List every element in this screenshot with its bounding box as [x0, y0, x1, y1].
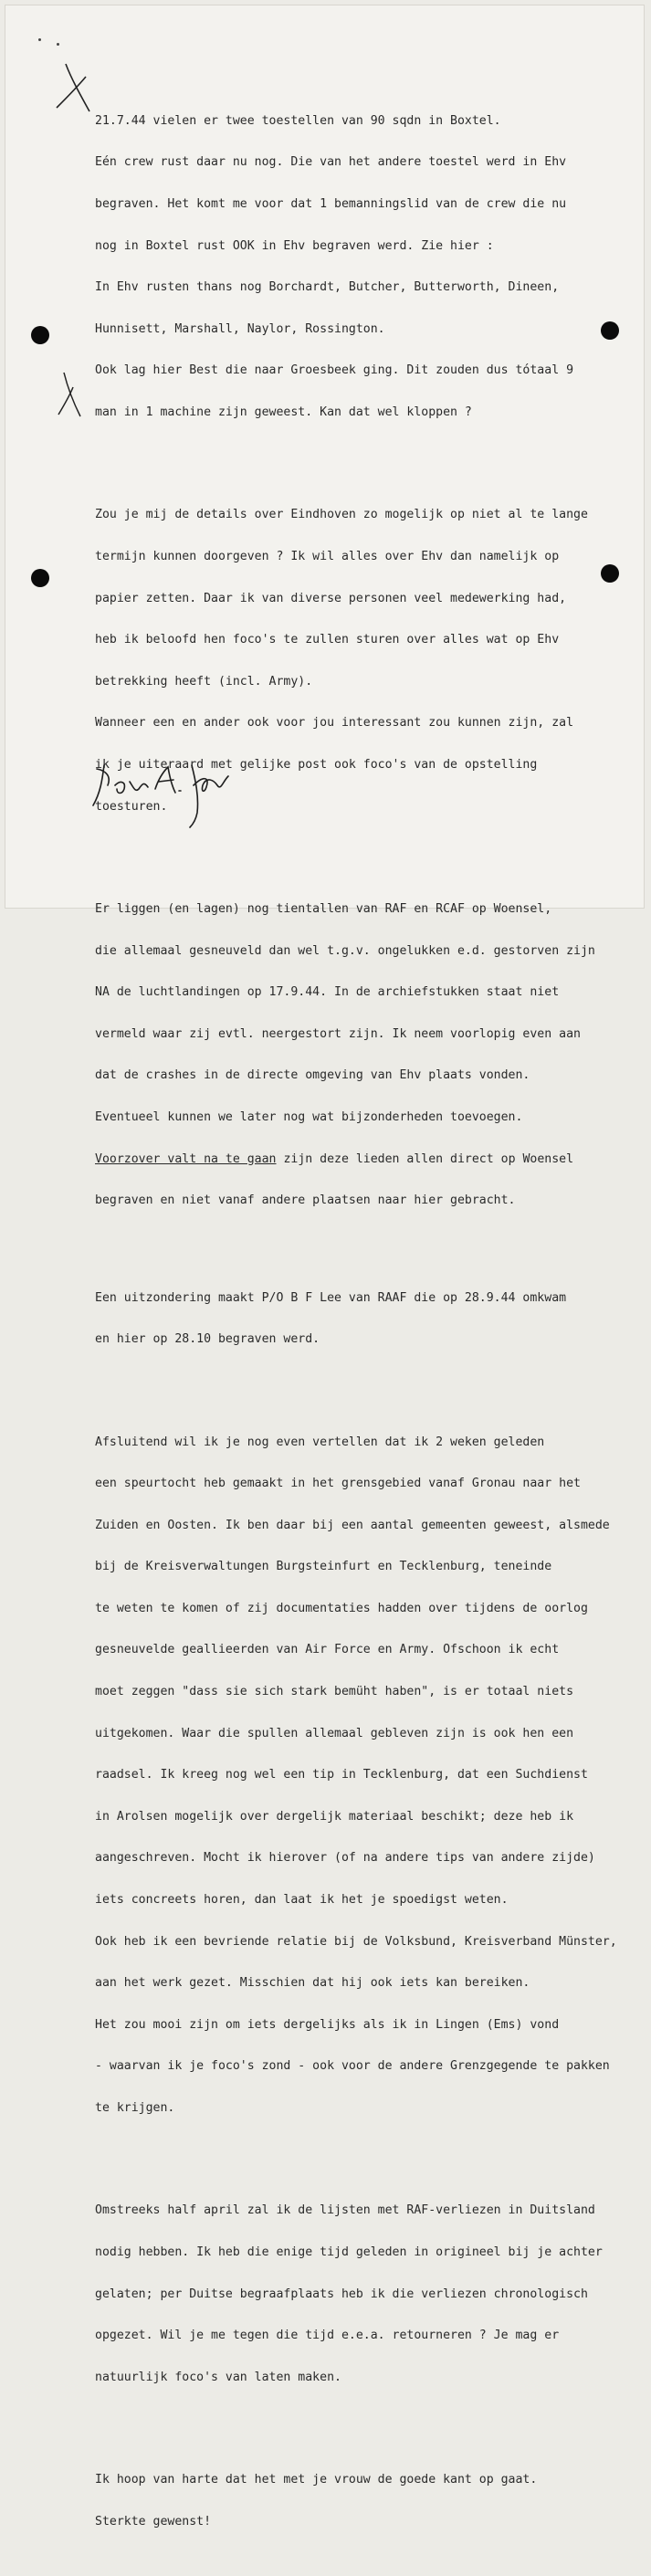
text-line: aangeschreven. Mocht ik hierover (of na andere tips van andere zijde) — [95, 1851, 595, 1866]
text-line: dat de crashes in de directe omgeving van Ehv plaats vonden. — [95, 1068, 530, 1083]
text-line: aan het werk gezet. Misschien dat hij ook iets kan bereiken. — [95, 1976, 530, 1991]
text-line: Ook lag hier Best die naar Groesbeek ging. Dit zouden dus tótaal 9 — [95, 363, 574, 378]
punch-hole-bottom-left — [31, 569, 49, 587]
text-line: papier zetten. Daar ik van diverse personen veel medewerking had, — [95, 591, 567, 605]
punch-hole-top-left — [31, 326, 49, 344]
text-line: een speurtocht heb gemaakt in het grensgebied vanaf Gronau naar het — [95, 1477, 581, 1491]
text-line: en hier op 28.10 begraven werd. — [95, 1332, 320, 1347]
text-line: Zou je mij de details over Eindhoven zo mogelijk op niet al te lange — [95, 508, 588, 522]
handwritten-signature — [84, 749, 267, 831]
text-line: begraven. Het komt me voor dat 1 bemanningslid van de crew die nu — [95, 197, 567, 211]
text-line: Er liggen (en lagen) nog tientallen van RAF en RCAF op Woensel, — [95, 901, 552, 916]
text-line: Eén crew rust daar nu nog. Die van het andere toestel werd in Ehv — [95, 155, 567, 170]
text-line: Omstreeks half april zal ik de lijsten met RAF-verliezen in Duitsland — [95, 2203, 595, 2218]
text-line: opgezet. Wil je me tegen die tijd e.e.a. retourneren ? Je mag er — [95, 2329, 560, 2343]
text-line: Hunnisett, Marshall, Naylor, Rossington. — [95, 321, 385, 336]
text-line: termijn kunnen doorgeven ? Ik wil alles over Ehv dan namelijk op — [95, 549, 560, 563]
text-line: bij de Kreisverwaltungen Burgsteinfurt en Tecklenburg, teneinde — [95, 1560, 552, 1574]
text-line: Het zou mooi zijn om iets dergelijks als ik in Lingen (Ems) vond — [95, 2017, 560, 2032]
text-line: gelaten; per Duitse begraafplaats heb ik die verliezen chronologisch — [95, 2287, 588, 2301]
text-line: vermeld waar zij evtl. neergestort zijn. Ik neem voorlopig even aan — [95, 1026, 581, 1041]
text-line: in Arolsen mogelijk over dergelijk materiaal beschikt; deze heb ik — [95, 1809, 574, 1824]
text-line: toesturen. — [95, 799, 168, 814]
paragraph-5 — [95, 1407, 643, 2143]
text-line: Eventueel kunnen we later nog wat bijzonderheden toevoegen. — [95, 1109, 523, 1124]
text-line: uitgekomen. Waar die spullen allemaal gebleven zijn is ook hen een — [95, 1726, 574, 1740]
text-line-underlined — [95, 1152, 643, 1166]
text-line: te weten te komen of zij documentaties hadden over tijdens de oorlog — [95, 1601, 588, 1615]
text-line: man in 1 machine zijn geweest. Kan dat wel kloppen ? — [95, 405, 472, 419]
margin-check-mark-icon — [51, 369, 88, 420]
text-line: betrekking heeft (incl. Army). — [95, 674, 313, 689]
text-line: te krijgen. — [95, 2101, 175, 2115]
paragraph-3 — [95, 875, 643, 1235]
text-line: Zuiden en Oosten. Ik ben daar bij een aantal gemeenten geweest, alsmede — [95, 1518, 610, 1532]
text-line: Een uitzondering maakt P/O B F Lee van RAAF die op 28.9.44 omkwam — [95, 1290, 567, 1305]
text-line: natuurlijk foco's van laten maken. — [95, 2370, 341, 2384]
text-line: NA de luchtlandingen op 17.9.44. In de archiefstukken staat niet — [95, 985, 560, 1000]
text-line: moet zeggen "dass sie sich stark bemüht haben", is er totaal niets — [95, 1685, 574, 1699]
text-line: Ook heb ik een bevriende relatie bij de Volksbund, Kreisverband Münster, — [95, 1934, 617, 1949]
text-line: raadsel. Ik kreeg nog wel een tip in Tecklenburg, dat een Suchdienst — [95, 1768, 588, 1782]
paragraph-1 — [95, 86, 643, 447]
text-line: Wanneer een en ander ook voor jou interessant zou kunnen zijn, zal — [95, 716, 574, 731]
paper-speck — [38, 38, 41, 41]
text-line: Afsluitend wil ik je nog even vertellen dat ik 2 weken geleden — [95, 1435, 545, 1449]
text-line: - waarvan ik je foco's zond - ook voor de andere Grenzgegende te pakken — [95, 2059, 610, 2074]
text-line: heb ik beloofd hen foco's te zullen sturen over alles wat op Ehv — [95, 633, 560, 647]
text-line: ik je uiteraard met gelijke post ook foco's van de opstelling — [95, 757, 538, 772]
text-line: begraven en niet vanaf andere plaatsen naar hier gebracht. — [95, 1193, 516, 1208]
text-line: Ik hoop van harte dat het met je vrouw de goede kant op gaat. — [95, 2473, 538, 2487]
underlined-phrase: Voorzover valt na te gaan — [95, 1151, 277, 1166]
text-line: Sterkte gewenst! — [95, 2514, 212, 2529]
text-line: nodig hebben. Ik heb die enige tijd geleden in origineel bij je achter — [95, 2245, 603, 2259]
text-line: gesneuvelde geallieerden van Air Force en Army. Ofschoon ik echt — [95, 1643, 560, 1657]
paper-speck — [57, 43, 59, 46]
text-line: nog in Boxtel rust OOK in Ehv begraven werd. Zie hier : — [95, 238, 494, 253]
margin-check-mark-icon — [49, 60, 95, 115]
text-line: In Ehv rusten thans nog Borchardt, Butcher, Butterworth, Dineen, — [95, 280, 560, 295]
paragraph-7 — [95, 2445, 643, 2557]
paragraph-4 — [95, 1263, 643, 1374]
letter-body — [95, 58, 643, 2576]
text-fragment: zijn deze lieden allen direct op Woensel — [276, 1151, 574, 1166]
text-line: iets concreets horen, dan laat ik het je spoedigst weten. — [95, 1893, 509, 1908]
text-line: 21.7.44 vielen er twee toestellen van 90 sqdn in Boxtel. — [95, 113, 501, 128]
paragraph-6 — [95, 2176, 643, 2412]
text-line: die allemaal gesneuveld dan wel t.g.v. ongelukken e.d. gestorven zijn — [95, 943, 595, 958]
